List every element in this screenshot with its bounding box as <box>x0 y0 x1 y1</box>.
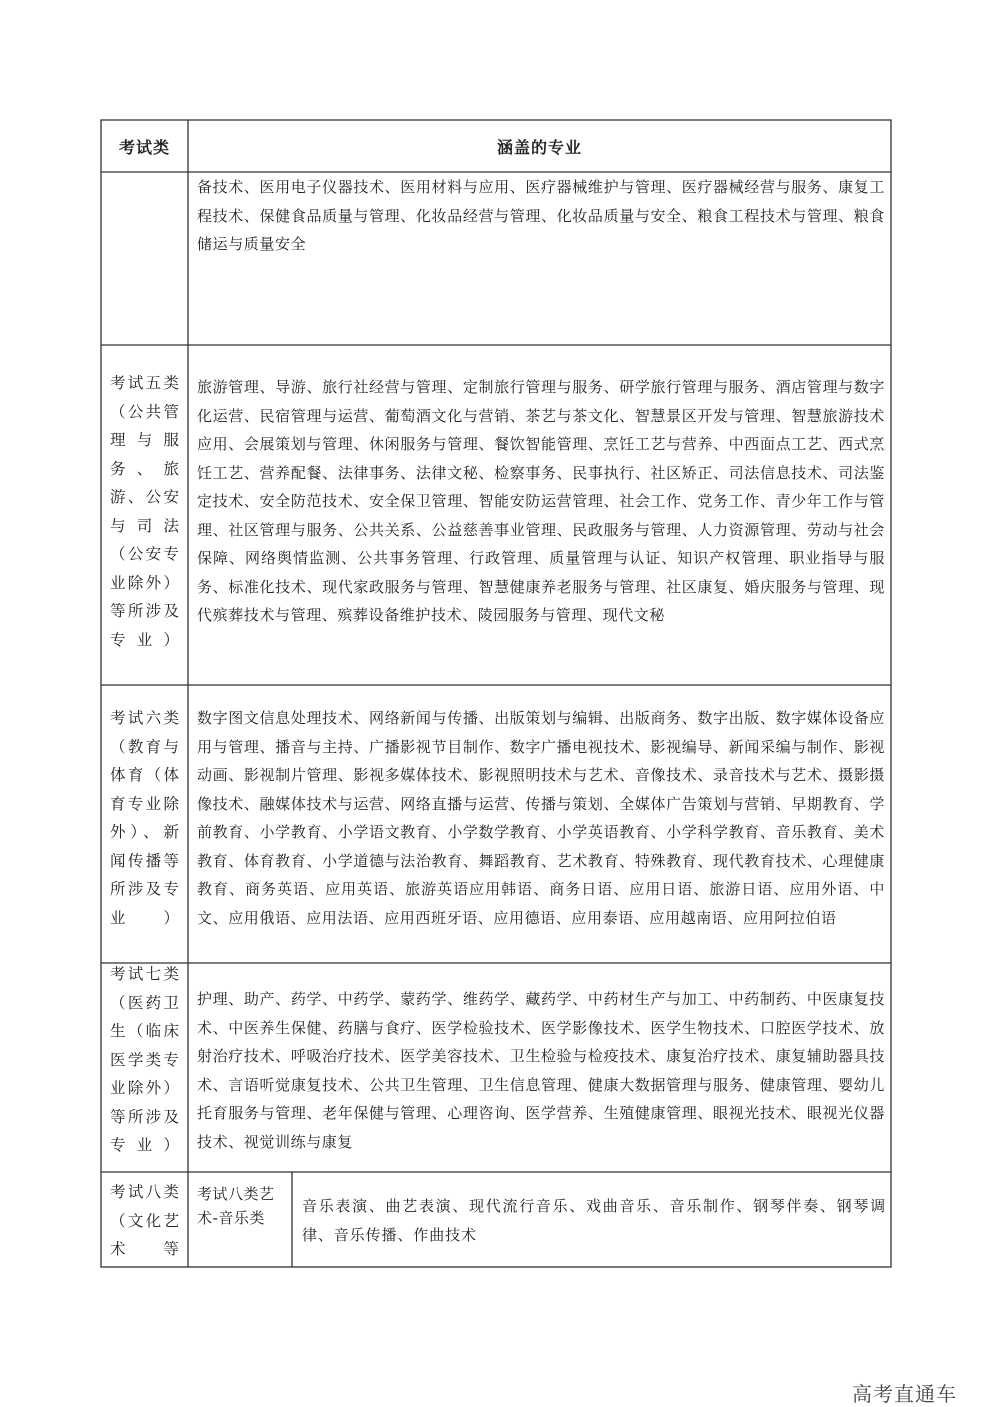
row-category-exam-8: 考试八类（文化艺术等 <box>110 1183 180 1258</box>
header-majors: 涵盖的专业 <box>496 137 582 157</box>
row-category-exam-5: 考试五类（公共管理与服务、旅游、公安与司法（公安专业除外）等所涉及专业） <box>110 374 180 649</box>
row-majors-continued: 备技术、医用电子仪器技术、医用材料与应用、医疗器械维护与管理、医疗器械经营与服务、康复工程技术、保健食品质量与管理、化妆品经营与管理、化妆品质量与安全、粮食工程技术与管理、粮食储运与质量安全 <box>197 178 885 253</box>
row-majors-exam-6: 数字图文信息处理技术、网络新闻与传播、出版策划与编辑、出版商务、数字出版、数字媒体设备应用与管理、播音与主持、广播影视节目制作、数字广播电视技术、影视编导、新闻采编与制作、影视动画、影视制片管理、影视多媒体技术、影视照明技术与艺术、音像技术、录音技术与艺术、摄影摄像技术、融媒体技术与运营、网络直播与运营、传播与策划、全媒体广告策划与营销、早期教育、学前教育、小学教育、小学语文教育、小学数学教育、小学英语教育、小学科学教育、音乐教育、美术教育、体育教育、小学道德与法治教育、舞蹈教育、艺术教育、特殊教育、现代教育技术、心理健康教育、商务英语、应用英语、旅游英语应用韩语、商务日语、应用日语、旅游日语、应用外语、中文、应用俄语、应用法语、应用西班牙语、应用德语、应用泰语、应用越南语、应用阿拉伯语 <box>197 709 885 927</box>
row-subcategory-exam-8: 考试八类艺术-音乐类 <box>197 1185 275 1227</box>
watermark-text: 高考直通车 <box>852 1382 957 1406</box>
row-category-exam-7: 考试七类（医药卫生（临床医学类专业除外）等所涉及专业） <box>110 965 180 1154</box>
row-majors-exam-5: 旅游管理、导游、旅行社经营与管理、定制旅行管理与服务、研学旅行管理与服务、酒店管理与数字化运营、民宿管理与运营、葡萄酒文化与营销、茶艺与茶文化、智慧景区开发与管理、智慧旅游技术应用、会展策划与管理、休闲服务与管理、餐饮智能管理、烹饪工艺与营养、中西面点工艺、西式烹饪工艺、营养配餐、法律事务、法律文秘、检察事务、民事执行、社区矫正、司法信息技术、司法鉴定技术、安全防范技术、安全保卫管理、智能安防运营管理、社会工作、党务工作、青少年工作与管理、社区管理与服务、公共关系、公益慈善事业管理、民政服务与管理、人力资源管理、劳动与社会保障、网络舆情监测、公共事务管理、行政管理、质量管理与认证、知识产权管理、职业指导与服务、标准化技术、现代家政服务与管理、智慧健康养老服务与管理、社区康复、婚庆服务与管理、现代殡葬技术与管理、殡葬设备维护技术、陵园服务与管理、现代文秘 <box>197 378 885 624</box>
row-majors-exam-8: 音乐表演、曲艺表演、现代流行音乐、戏曲音乐、音乐制作、钢琴伴奏、钢琴调律、音乐传播、作曲技术 <box>302 1197 886 1244</box>
header-category: 考试类 <box>118 137 170 157</box>
row-category-exam-6: 考试六类（教育与体育（体育专业除外）、新闻传播等所涉及专业） <box>110 709 180 927</box>
row-majors-exam-7: 护理、助产、药学、中药学、蒙药学、维药学、藏药学、中药材生产与加工、中药制药、中医康复技术、中医养生保健、药膳与食疗、医学检验技术、医学影像技术、医学生物技术、口腔医学技术、放射治疗技术、呼吸治疗技术、医学美容技术、卫生检验与检疫技术、康复治疗技术、康复辅助器具技术、言语听觉康复技术、公共卫生管理、卫生信息管理、健康大数据管理与服务、健康管理、婴幼儿托育服务与管理、老年保健与管理、心理咨询、医学营养、生殖健康管理、眼视光技术、眼视光仪器技术、视觉训练与康复 <box>197 990 885 1151</box>
